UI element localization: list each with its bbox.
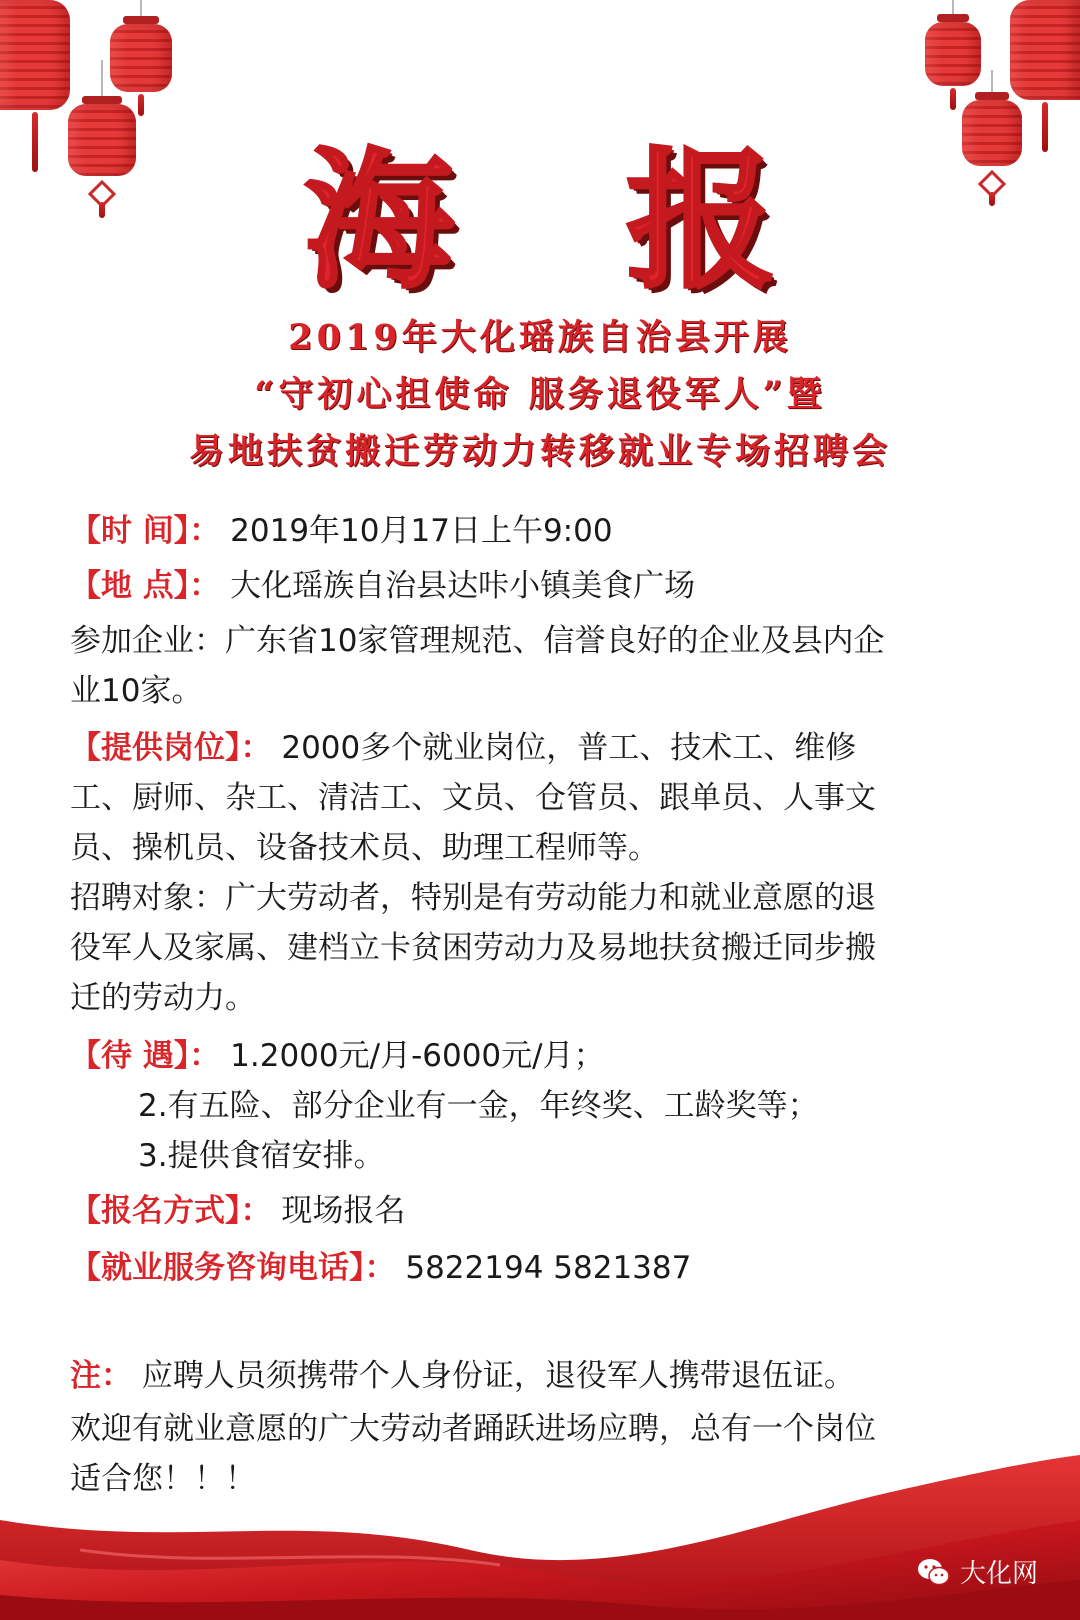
brand-name: 大化网	[959, 1559, 1038, 1589]
note-line-1: 应聘人员须携带个人身份证，退役军人携带退伍证。	[141, 1358, 855, 1394]
subtitle-line-1: 2019年大化瑶族自治县开展	[288, 317, 792, 358]
poster-title: 海 报	[303, 135, 837, 309]
phone-row	[70, 1242, 1010, 1294]
pay-line-1: 1.2000元/月-6000元/月；	[230, 1038, 605, 1074]
signup-row	[70, 1185, 1010, 1237]
subtitle-line-2: “守初心担使命 服务退役军人”暨	[254, 374, 826, 415]
pay-line-2: 2.有五险、部分企业有一金，年终奖、工龄奖等；	[138, 1088, 819, 1124]
jobs-line-2: 工、厨师、杂工、清洁工、文员、仓管员、跟单员、人事文	[70, 780, 876, 816]
target-line-3: 迁的劳动力。	[70, 980, 256, 1016]
place-label: 【地 点】：	[70, 568, 221, 604]
note-line-3: 适合您！！！	[70, 1461, 256, 1497]
wechat-icon	[916, 1557, 952, 1587]
note-label: 注：	[70, 1358, 132, 1394]
companies-line-1: 参加企业：广东省10家管理规范、信誉良好的企业及县内企	[70, 623, 885, 659]
note-line-2: 欢迎有就业意愿的广大劳动者踊跃进场应聘，总有一个岗位	[70, 1411, 876, 1447]
brand-watermark	[916, 1553, 1038, 1590]
signup-value: 现场报名	[281, 1193, 406, 1229]
time-value: 2019年10月17日上午9:00	[230, 513, 613, 549]
note-row	[70, 1350, 1010, 1402]
companies-line-2: 业10家。	[70, 673, 203, 709]
pay-line-3: 3.提供食宿安排。	[138, 1138, 385, 1174]
signup-label: 【报名方式】：	[70, 1193, 272, 1229]
time-label: 【时 间】：	[70, 513, 221, 549]
pay-label: 【待 遇】：	[70, 1038, 221, 1074]
jobs-line-1: 2000多个就业岗位，普工、技术工、维修	[281, 730, 857, 766]
target-line-1: 招聘对象：广大劳动者，特别是有劳动能力和就业意愿的退	[70, 880, 876, 916]
pay-row	[70, 1030, 1010, 1082]
place-value: 大化瑶族自治县达咔小镇美食广场	[230, 568, 696, 604]
subtitle-line-3: 易地扶贫搬迁劳动力转移就业专场招聘会	[188, 431, 891, 472]
jobs-line-3: 员、操机员、设备技术员、助理工程师等。	[70, 830, 659, 866]
time-row	[70, 505, 1010, 557]
phone-label: 【就业服务咨询电话】：	[70, 1250, 396, 1286]
jobs-label: 【提供岗位】：	[70, 730, 272, 766]
jobs-row	[70, 722, 1010, 774]
target-line-2: 役军人及家属、建档立卡贫困劳动力及易地扶贫搬迁同步搬	[70, 930, 876, 966]
phone-value: 5822194 5821387	[405, 1250, 692, 1286]
place-row	[70, 560, 1010, 612]
